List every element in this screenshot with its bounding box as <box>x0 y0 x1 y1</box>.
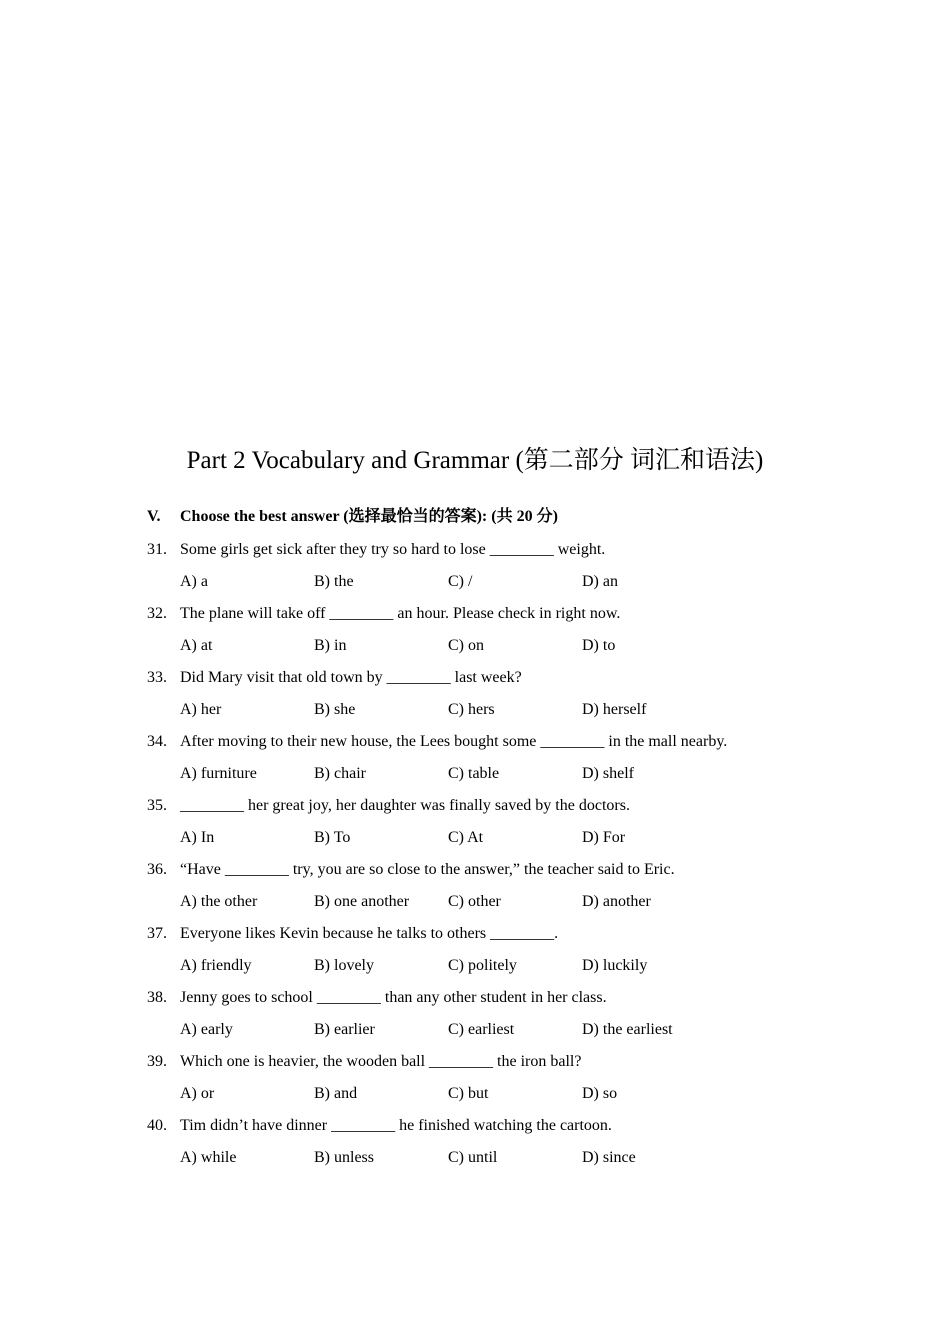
question-line <box>147 922 867 954</box>
option-b: B) she <box>314 701 356 718</box>
option-c: C) politely <box>448 957 517 974</box>
question-text: Did Mary visit that old town by ________ last week? <box>180 669 522 686</box>
question-number: 37. <box>147 925 167 942</box>
option-a: A) while <box>180 1149 237 1166</box>
option-d: D) another <box>582 893 651 910</box>
options-line <box>147 954 867 986</box>
option-c: C) hers <box>448 701 495 718</box>
question-item <box>147 858 867 922</box>
options-line <box>147 634 867 666</box>
question-text: Jenny goes to school ________ than any other student in her class. <box>180 989 607 1006</box>
option-a: A) furniture <box>180 765 257 782</box>
option-a: A) friendly <box>180 957 252 974</box>
option-c: C) earliest <box>448 1021 515 1038</box>
option-b: B) lovely <box>314 957 374 974</box>
options-line <box>147 1146 867 1178</box>
option-b: B) the <box>314 573 354 590</box>
option-d: D) the earliest <box>582 1021 673 1038</box>
option-d: D) For <box>582 829 626 846</box>
option-c: C) on <box>448 637 484 654</box>
question-item <box>147 730 867 794</box>
option-b: B) one another <box>314 893 410 910</box>
option-a: A) or <box>180 1085 215 1102</box>
question-text: After moving to their new house, the Lees bought some ________ in the mall nearby. <box>180 733 728 750</box>
option-a: A) the other <box>180 893 258 910</box>
part-title: Part 2 Vocabulary and Grammar (第二部分 词汇和语法) <box>186 447 764 474</box>
options-line <box>147 1082 867 1114</box>
question-text: Some girls get sick after they try so hard to lose ________ weight. <box>180 541 606 558</box>
question-line <box>147 858 867 890</box>
question-number: 32. <box>147 605 167 622</box>
option-c: C) until <box>448 1149 498 1166</box>
section-numeral: V. <box>147 508 161 525</box>
option-b: B) earlier <box>314 1021 375 1038</box>
option-b: B) and <box>314 1085 358 1102</box>
question-text: Everyone likes Kevin because he talks to others ________. <box>180 925 559 942</box>
question-line <box>147 730 867 762</box>
options-line <box>147 698 867 730</box>
question-item <box>147 1050 867 1114</box>
options-line <box>147 1018 867 1050</box>
option-d: D) luckily <box>582 957 648 974</box>
option-c: C) table <box>448 765 500 782</box>
question-item <box>147 922 867 986</box>
option-d: D) shelf <box>582 765 634 782</box>
option-a: A) her <box>180 701 222 718</box>
option-c: C) At <box>448 829 484 846</box>
options-line <box>147 890 867 922</box>
options-line <box>147 826 867 858</box>
question-text: “Have ________ try, you are so close to the answer,” the teacher said to Eric. <box>180 861 675 878</box>
option-b: B) To <box>314 829 351 846</box>
question-text: The plane will take off ________ an hour. Please check in right now. <box>180 605 621 622</box>
option-d: D) an <box>582 573 618 590</box>
question-line <box>147 986 867 1018</box>
question-item <box>147 986 867 1050</box>
option-d: D) herself <box>582 701 647 718</box>
option-a: A) a <box>180 573 208 590</box>
question-number: 35. <box>147 797 167 814</box>
question-item <box>147 1114 867 1178</box>
option-a: A) at <box>180 637 213 654</box>
option-d: D) so <box>582 1085 618 1102</box>
question-item <box>147 794 867 858</box>
question-line <box>147 1050 867 1082</box>
question-item <box>147 666 867 730</box>
option-d: D) since <box>582 1149 636 1166</box>
question-text: Tim didn’t have dinner ________ he finished watching the cartoon. <box>180 1117 612 1134</box>
question-line <box>147 538 867 570</box>
question-number: 40. <box>147 1117 167 1134</box>
question-line <box>147 1114 867 1146</box>
question-text: ________ her great joy, her daughter was finally saved by the doctors. <box>180 797 630 814</box>
question-item <box>147 602 867 666</box>
options-line <box>147 570 867 602</box>
option-c: C) but <box>448 1085 489 1102</box>
question-number: 34. <box>147 733 167 750</box>
question-item <box>147 538 867 602</box>
option-c: C) / <box>448 573 473 590</box>
option-d: D) to <box>582 637 616 654</box>
question-list <box>147 538 867 1178</box>
option-b: B) chair <box>314 765 366 782</box>
option-c: C) other <box>448 893 501 910</box>
question-number: 31. <box>147 541 167 558</box>
question-number: 33. <box>147 669 167 686</box>
question-number: 38. <box>147 989 167 1006</box>
question-text: Which one is heavier, the wooden ball ________ the iron ball? <box>180 1053 582 1070</box>
question-line <box>147 602 867 634</box>
question-line <box>147 666 867 698</box>
question-number: 39. <box>147 1053 167 1070</box>
option-b: B) in <box>314 637 347 654</box>
options-line <box>147 762 867 794</box>
question-number: 36. <box>147 861 167 878</box>
option-b: B) unless <box>314 1149 374 1166</box>
option-a: A) early <box>180 1021 233 1038</box>
section-instruction: Choose the best answer (选择最恰当的答案): (共 20 分) <box>180 508 558 525</box>
option-a: A) In <box>180 829 215 846</box>
question-line <box>147 794 867 826</box>
